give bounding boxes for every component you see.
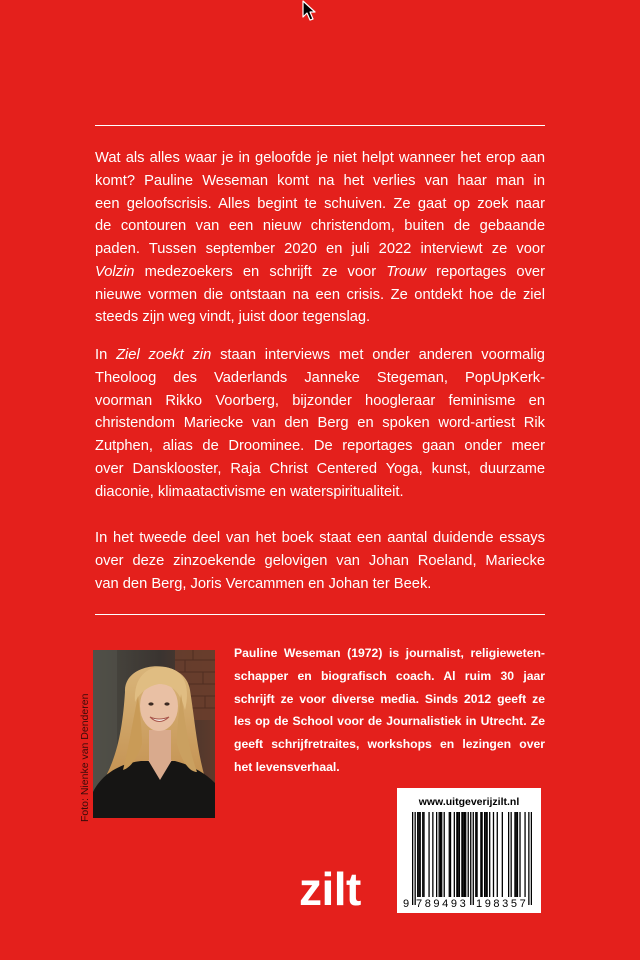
barcode-bar	[461, 812, 462, 897]
description-line	[95, 238, 545, 261]
barcode-bar	[516, 812, 517, 897]
description-paragraph-2	[95, 344, 545, 503]
text-segment: voorman Rikko Voorberg, bijzonder hoogleraar feminisme en	[95, 392, 545, 409]
barcode-bar	[418, 812, 419, 897]
text-segment: de contouren van een nieuw christendom, buiten de gebaande	[95, 218, 545, 235]
photo-credit: Foto: Nienke van Denderen	[79, 693, 91, 822]
description-line	[95, 170, 545, 193]
italic-title: Volzin	[95, 263, 135, 280]
text-segment: diaconie, klimaatactivisme en waterspiritualiteit.	[95, 483, 404, 500]
barcode-bar	[511, 812, 512, 897]
description-line	[95, 284, 545, 307]
description-line	[95, 261, 545, 284]
barcode-bar	[484, 812, 485, 897]
barcode-bar	[524, 812, 525, 897]
barcode-guard-bar	[473, 812, 474, 905]
text-segment: van den Berg, Joris Vercammen en Johan ter Beek.	[95, 575, 432, 592]
barcode-bar	[456, 812, 457, 897]
barcode-bar	[422, 812, 423, 897]
text-segment: In	[95, 347, 117, 363]
barcode-bar	[449, 812, 450, 897]
barcode-bar	[436, 812, 437, 897]
text-segment: Wat als alles waar je in geloofde je niet helpt wanneer het erop aan	[95, 150, 545, 166]
text-segment: komt? Pauline Weseman komt na het verlies van haar man in	[95, 172, 545, 189]
barcode-bar	[457, 812, 458, 897]
text-segment: Theoloog des Vaderlands Janneke Stegeman, PopUpKerk-	[95, 369, 545, 386]
barcode-bar	[517, 812, 518, 897]
description-line	[95, 435, 545, 458]
barcode-bar	[464, 812, 465, 897]
description-line	[95, 367, 545, 390]
text-segment: christendom Mariecke van den Berg en spoken word-artiest Rik	[95, 415, 545, 432]
barcode-bar	[439, 812, 440, 897]
barcode-bar	[489, 812, 490, 897]
description-line	[95, 527, 545, 550]
description-paragraph-3	[95, 527, 545, 595]
barcode-bar	[454, 812, 455, 897]
text-segment: over deze zinzoekende gelovigen van Johan Roeland, Mariecke	[95, 552, 545, 569]
barcode-bar	[485, 812, 486, 897]
description-line	[95, 458, 545, 481]
barcode-bar	[417, 812, 418, 897]
text-segment: nieuwe vormen die ontstaan na een crisis. Ze ontdekt hoe de ziel	[95, 286, 545, 303]
isbn-left-group: 789493	[416, 898, 469, 910]
barcode-bar	[423, 812, 424, 897]
barcode-bar	[480, 812, 481, 897]
barcode-bar	[420, 812, 421, 897]
barcode-guard-bar	[415, 812, 416, 905]
bio-line: geeft schrijfretraites, workshops en lezingen over	[234, 737, 545, 751]
barcode-bar	[432, 812, 433, 897]
description-line	[95, 215, 545, 238]
description-line	[95, 550, 545, 573]
description-line	[95, 573, 545, 596]
bio-line: les op de School voor de Journalistiek in Utrecht. Ze	[234, 714, 545, 729]
barcode-bar	[441, 812, 442, 897]
text-segment: In het tweede deel van het boek staat een aantal duidende essays	[95, 530, 545, 546]
text-segment: een geloofscrisis. Alles begint te schuiven. Ze gaat op zoek naar	[95, 195, 545, 212]
publisher-logo: zilt	[299, 863, 361, 915]
barcode-bar	[444, 812, 445, 897]
bio-line: schapper en biografisch coach. Al ruim 30 jaar	[234, 668, 545, 683]
barcode-bar	[459, 812, 460, 897]
description-line	[95, 481, 545, 504]
isbn-barcode	[412, 812, 532, 905]
mouse-pointer-icon	[302, 0, 317, 21]
barcode-bar	[487, 812, 488, 897]
barcode-bar	[463, 812, 464, 897]
text-segment: steeds zijn weg vindt, juist door tegenslag.	[95, 309, 371, 326]
barcode-bar	[508, 812, 509, 897]
bio-line: het levensverhaal.	[234, 759, 340, 774]
isbn-lead-digit: 9	[403, 898, 410, 910]
text-segment: over Dansklooster, Raja Christ Centered Yoga, kunst, duurzame	[95, 460, 545, 477]
barcode-bar	[468, 812, 469, 897]
barcode-guard-bar	[412, 812, 413, 905]
description-paragraph-1	[95, 147, 545, 329]
text-segment: staan interviews met onder anderen voormalig	[211, 347, 545, 363]
author-bio	[234, 642, 545, 779]
barcode-bar	[450, 812, 451, 897]
text-segment: paden. Tussen september 2020 en juli 2022 interviewt ze voor	[95, 241, 545, 257]
author-photo	[93, 650, 215, 818]
divider-top	[95, 125, 545, 126]
barcode-bar	[493, 812, 494, 897]
description-line	[95, 147, 545, 170]
barcode-guard-bar	[528, 812, 529, 905]
barcode-bar	[481, 812, 482, 897]
description-line	[95, 193, 545, 216]
divider-middle	[95, 614, 545, 615]
barcode-bar	[519, 812, 520, 897]
description-line	[95, 412, 545, 435]
description-line	[95, 344, 545, 367]
barcode-bar	[475, 812, 476, 897]
barcode-guard-bar	[531, 812, 532, 905]
text-segment: reportages over	[425, 263, 545, 280]
italic-title: Ziel zoekt zin	[116, 347, 212, 363]
barcode-guard-bar	[470, 812, 471, 905]
barcode-bar	[514, 812, 515, 897]
italic-title: Trouw	[386, 263, 426, 280]
description-line	[95, 390, 545, 413]
bio-line: schrijft ze voor diverse media. Sinds 2012 geeft ze	[234, 691, 545, 706]
isbn-right-group: 198357	[476, 898, 529, 910]
barcode-bar	[428, 812, 429, 897]
barcode-bar	[502, 812, 503, 897]
barcode-bar	[476, 812, 477, 897]
bio-line: Pauline Weseman (1972) is journalist, religieweten-	[234, 646, 545, 660]
text-segment: Zutphen, alias de Droominee. De reportages gaan onder meer	[95, 438, 545, 454]
description-line	[95, 306, 545, 329]
barcode-bar	[465, 812, 466, 897]
barcode-bar	[497, 812, 498, 897]
text-segment: medezoekers en schrijft ze voor	[134, 263, 387, 280]
publisher-url: www.uitgeverijzilt.nl	[418, 796, 520, 808]
barcode-bar	[440, 812, 441, 897]
